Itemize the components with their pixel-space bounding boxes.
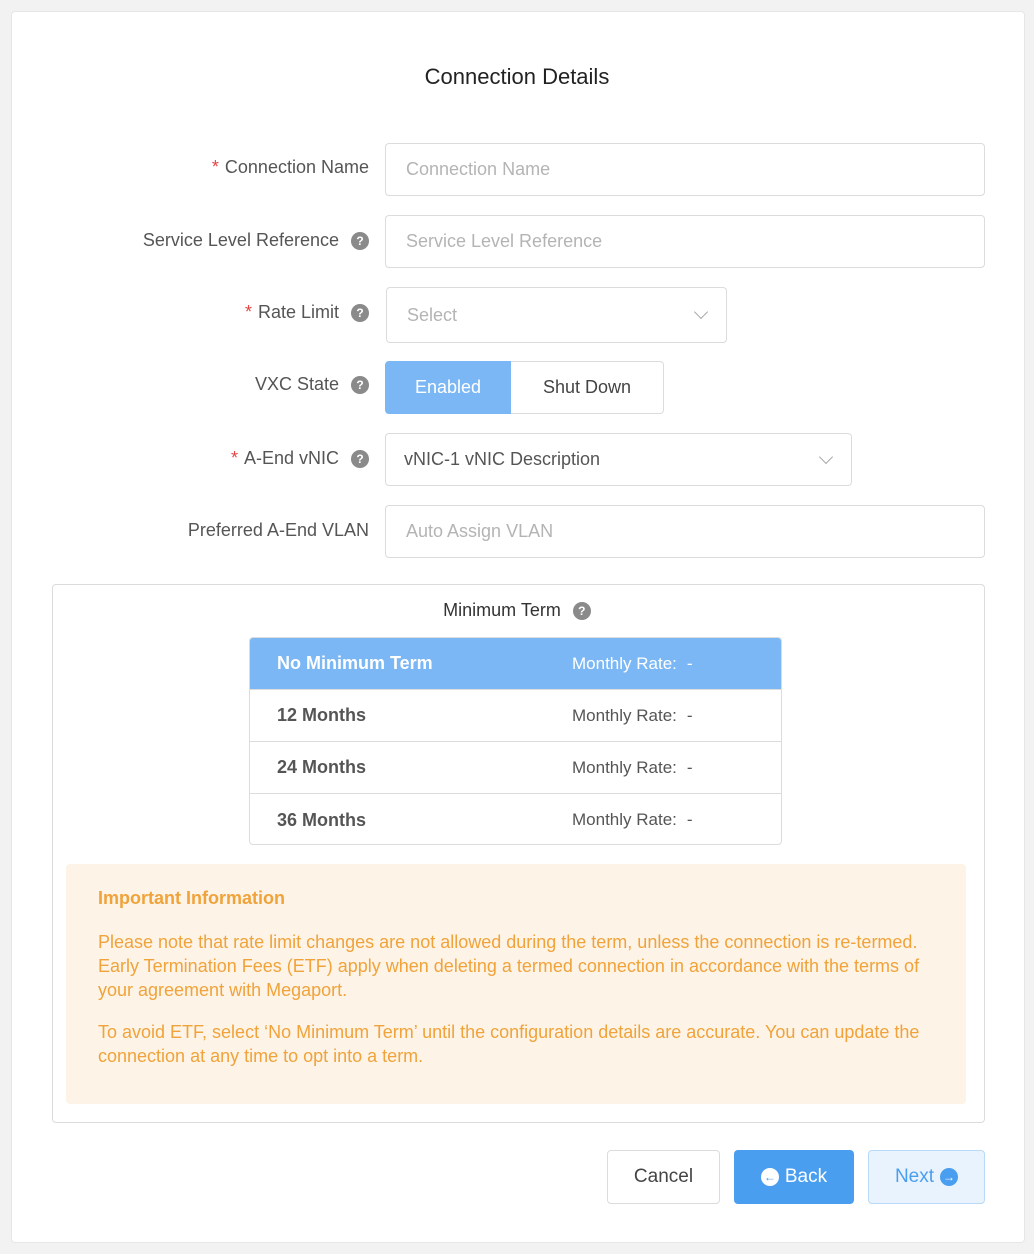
chevron-down-icon [819, 449, 833, 463]
rate-value: - [686, 810, 693, 829]
rate-label: Monthly Rate: [572, 705, 677, 725]
required-asterisk: * [230, 448, 238, 468]
term-name: No Minimum Term [277, 653, 433, 673]
minimum-term-title: Minimum Term ? [0, 600, 1034, 621]
rate-value: - [686, 757, 693, 777]
service-level-label: Service Level Reference ? [143, 230, 369, 251]
rate-value: - [686, 705, 693, 725]
help-icon[interactable]: ? [351, 450, 369, 468]
rate-label: Monthly Rate: [572, 810, 677, 829]
help-icon[interactable]: ? [351, 304, 369, 322]
term-name: 12 Months [277, 705, 367, 725]
a-end-vnic-select[interactable] [385, 433, 852, 486]
term-option-36[interactable] [250, 794, 781, 845]
vxc-state-label: VXC State ? [255, 374, 369, 395]
connection-name-label: * Connection Name [211, 157, 369, 177]
term-name: 24 Months [277, 757, 367, 777]
next-button[interactable] [868, 1150, 985, 1204]
help-icon[interactable]: ? [351, 376, 369, 394]
service-level-field[interactable] [385, 215, 985, 268]
rate-label: Monthly Rate: [572, 757, 677, 777]
chevron-down-icon [694, 305, 708, 319]
rate-limit-label: * Rate Limit ? [245, 302, 369, 323]
rate-value: - [686, 653, 693, 673]
arrow-right-circle-icon: → [940, 1168, 958, 1186]
important-info-box [66, 864, 966, 1104]
page-title: Connection Details [424, 64, 610, 89]
rate-label: Monthly Rate: [572, 653, 677, 673]
term-option-24[interactable] [250, 742, 781, 794]
required-asterisk: * [244, 302, 252, 322]
service-level-input[interactable] [406, 231, 964, 252]
info-heading: Important Information [98, 888, 285, 908]
info-paragraph-avoid: To avoid ETF, select ‘No Minimum Term’ until the configuration details are accurate. You can update the connection at any time to opt into a term. [98, 1022, 920, 1066]
a-end-vlan-field[interactable] [385, 505, 985, 558]
rate-limit-value: Select [407, 304, 458, 325]
next-label: Next [894, 1166, 935, 1187]
cancel-label: Cancel [633, 1166, 694, 1187]
term-option-12[interactable] [250, 690, 781, 742]
back-label: Back [784, 1166, 828, 1187]
info-paragraph-etf: Please note that rate limit changes are not allowed during the term, unless the connection is re-termed. Early Termination Fees (ETF) apply when deleting a termed connection in accordance with the terms of your agreement with Megaport. [98, 932, 920, 1000]
vxc-enabled-button[interactable]: Enabled [385, 361, 511, 414]
connection-name-field[interactable] [385, 143, 985, 196]
help-icon[interactable]: ? [351, 232, 369, 250]
term-option-none[interactable] [250, 638, 781, 690]
arrow-left-circle-icon: ← [761, 1168, 779, 1186]
help-icon[interactable]: ? [573, 602, 591, 620]
connection-name-input[interactable] [406, 159, 964, 180]
a-end-vlan-label: Preferred A-End VLAN [187, 520, 369, 540]
cancel-button[interactable] [607, 1150, 720, 1204]
back-button[interactable] [734, 1150, 854, 1204]
required-asterisk: * [211, 157, 219, 177]
a-end-vnic-label: * A-End vNIC ? [231, 448, 369, 469]
a-end-vnic-value: vNIC-1 vNIC Description [404, 449, 601, 469]
term-name: 36 Months [277, 809, 367, 830]
rate-limit-select[interactable] [386, 287, 727, 343]
a-end-vlan-input[interactable] [406, 521, 964, 542]
vxc-shutdown-button[interactable]: Shut Down [511, 361, 664, 414]
vxc-state-toggle [385, 361, 664, 414]
minimum-term-table [249, 637, 782, 845]
